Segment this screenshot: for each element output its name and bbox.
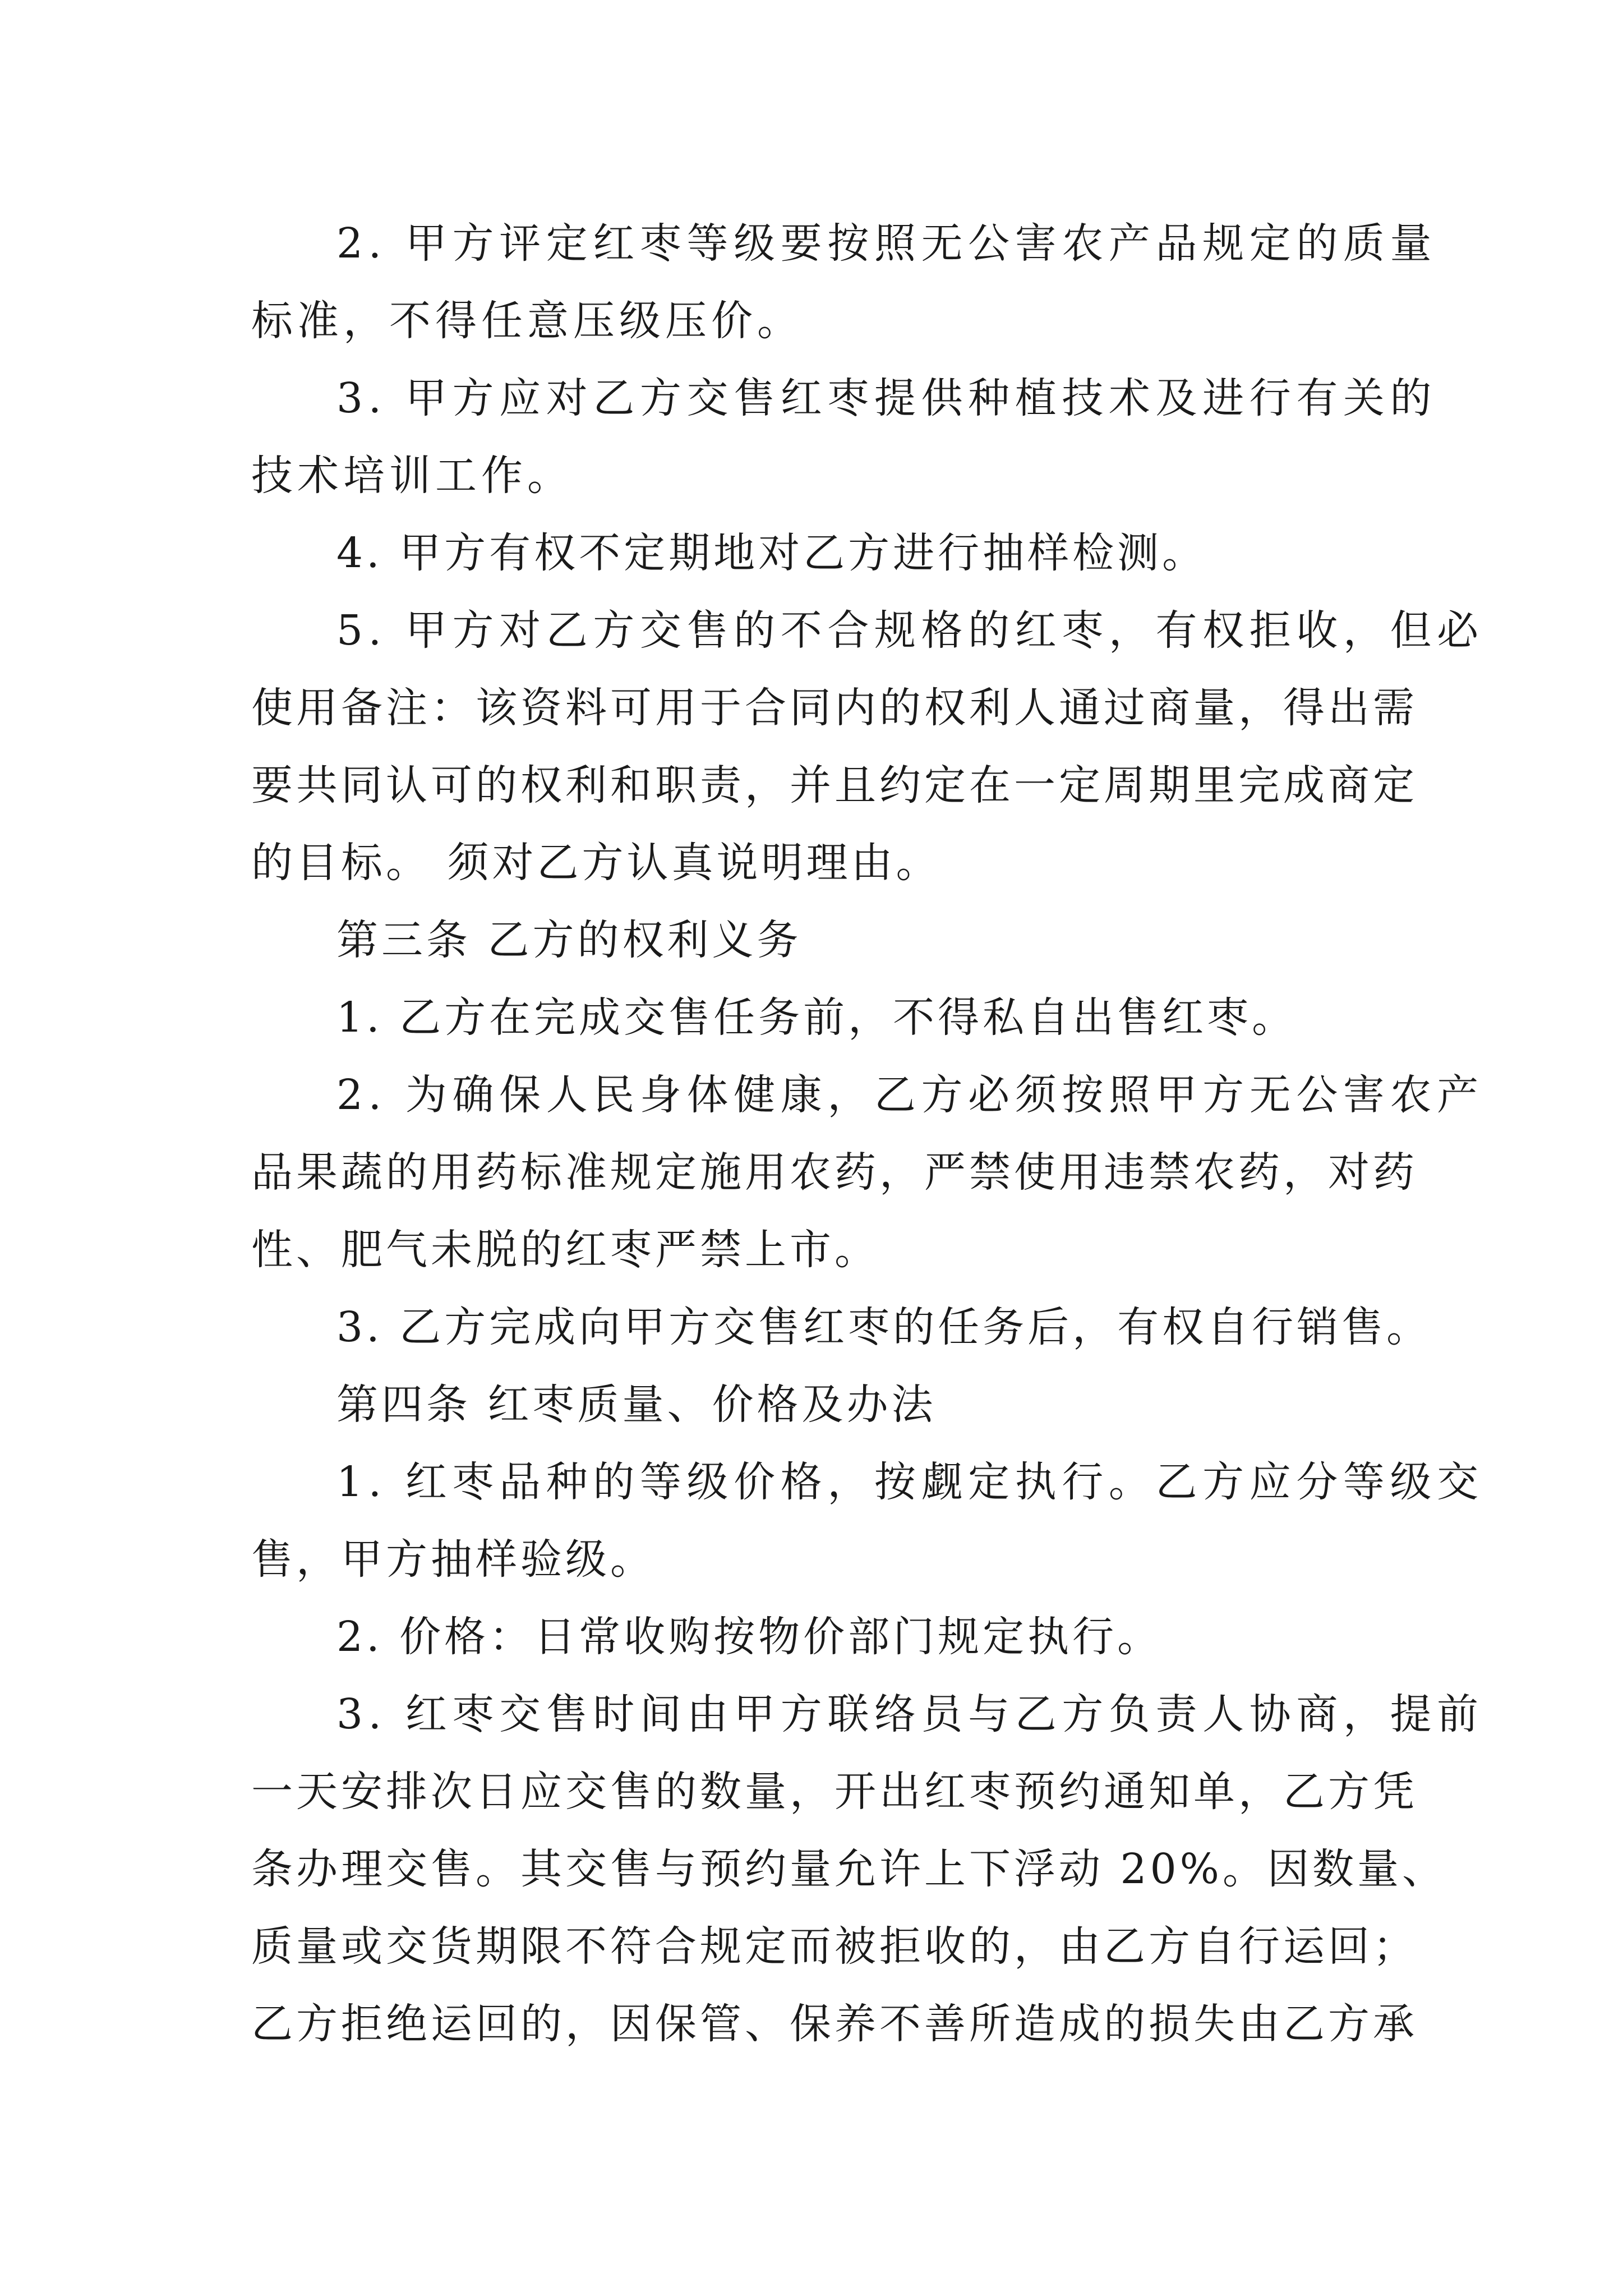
text-line: 3. 红枣交售时间由甲方联络员与乙方负责人协商，提前	[336, 1690, 1484, 1738]
text-line: 要共同认可的权利和职责，并且约定在一定周期里完成商定	[251, 761, 1418, 809]
text-line: 1. 乙方在完成交售任务前，不得私自出售红枣。	[336, 993, 1297, 1042]
text-line: 2. 甲方评定红枣等级要按照无公害农产品规定的质量	[336, 219, 1437, 268]
text-line: 2. 价格：日常收购按物价部门规定执行。	[336, 1613, 1163, 1661]
section-heading: 第三条 乙方的权利义务	[336, 916, 802, 964]
section-heading: 第四条 红枣质量、价格及办法	[336, 1381, 937, 1429]
text-line: 乙方拒绝运回的，因保管、保养不善所造成的损失由乙方承	[251, 2000, 1418, 2048]
text-line: 标准，不得任意压级压价。	[251, 297, 803, 345]
text-line: 条办理交售。其交售与预约量允许上下浮动 20%。因数量、	[251, 1845, 1447, 1893]
text-line: 的目标。 须对乙方认真说明理由。	[251, 839, 941, 887]
text-line: 1. 红枣品种的等级价格，按觑定执行。乙方应分等级交	[336, 1458, 1484, 1506]
text-line: 3. 乙方完成向甲方交售红枣的任务后，有权自行销售。	[336, 1303, 1432, 1351]
text-line: 5. 甲方对乙方交售的不合规格的红枣，有权拒收，但必	[336, 606, 1484, 655]
text-line: 技术培训工作。	[251, 452, 573, 500]
text-line: 品果蔬的用药标准规定施用农药，严禁使用违禁农药，对药	[251, 1148, 1418, 1197]
text-line: 4. 甲方有权不定期地对乙方进行抽样检测。	[336, 529, 1207, 577]
text-line: 一天安排次日应交售的数量，开出红枣预约通知单，乙方凭	[251, 1768, 1418, 1816]
text-line: 使用备注：该资料可用于合同内的权利人通过商量，得出需	[251, 684, 1418, 732]
text-line: 质量或交货期限不符合规定而被拒收的，由乙方自行运回；	[251, 1922, 1418, 1971]
text-line: 性、肥气未脱的红枣严禁上市。	[251, 1226, 879, 1274]
text-line: 2. 为确保人民身体健康，乙方必须按照甲方无公害农产	[336, 1071, 1484, 1119]
text-line: 售，甲方抽样验级。	[251, 1535, 655, 1584]
text-line: 3. 甲方应对乙方交售红枣提供种植技术及进行有关的	[336, 374, 1437, 422]
